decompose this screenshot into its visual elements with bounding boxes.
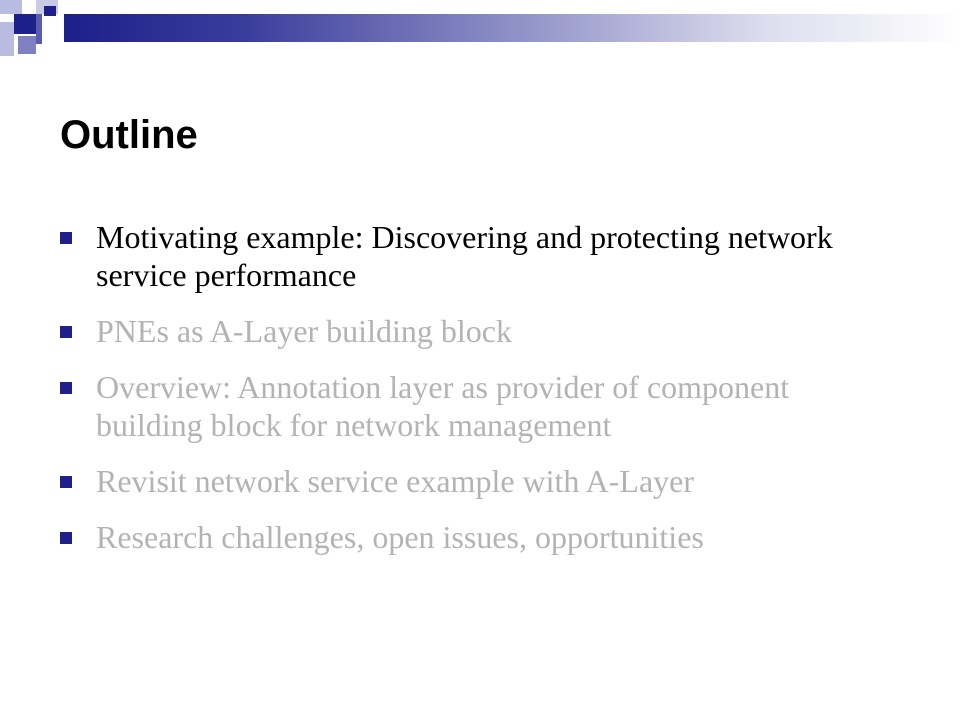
bullet-list (60, 218, 900, 574)
bullet-square-icon (60, 232, 72, 244)
bullet-text: Revisit network service example with A-Layer (96, 463, 695, 499)
decorative-square (18, 36, 36, 54)
bullet-square-icon (60, 382, 72, 394)
bullet-item-overview (60, 368, 900, 444)
decorative-square (0, 0, 22, 14)
bullet-text: Motivating example: Discovering and protecting network service performance (96, 219, 833, 293)
bullet-item-revisit (60, 462, 900, 500)
bullet-text: Research challenges, open issues, opportunities (96, 519, 704, 555)
header-gradient-bar (64, 14, 960, 42)
bullet-text: PNEs as A-Layer building block (96, 313, 512, 349)
slide-title: Outline (60, 113, 198, 157)
decorative-square (44, 6, 56, 16)
bullet-item-motivating-example (60, 218, 900, 294)
bullet-item-research (60, 518, 900, 556)
bullet-square-icon (60, 532, 72, 544)
bullet-text: Overview: Annotation layer as provider of component building block for network management (96, 369, 790, 443)
decorative-square (14, 14, 36, 34)
bullet-square-icon (60, 476, 72, 488)
decorative-square (0, 22, 14, 56)
decorative-square (36, 14, 64, 44)
bullet-square-icon (60, 326, 72, 338)
bullet-item-pnes (60, 312, 900, 350)
